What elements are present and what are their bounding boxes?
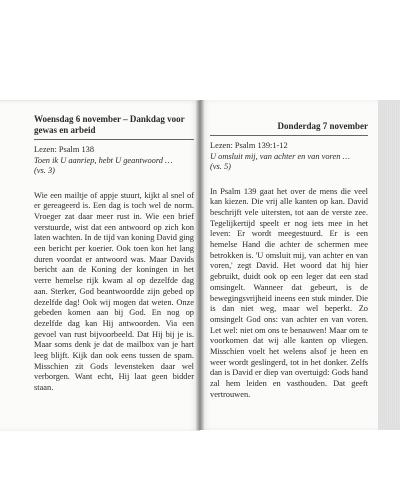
page-edges bbox=[378, 100, 400, 430]
right-page-content bbox=[210, 114, 368, 401]
right-page-heading: Donderdag 7 november bbox=[210, 114, 368, 136]
left-page-quote: Toen ik U aanriep, hebt U geantwoord … bbox=[34, 155, 173, 165]
left-page-reading: Lezen: Psalm 138 bbox=[34, 145, 95, 154]
left-page-heading: Woensdag 6 november – Dankdag voor gewas en arbeid bbox=[34, 114, 194, 140]
left-page-verse: (vs. 3) bbox=[34, 166, 55, 175]
right-page-quote: U omsluit mij, van achter en van voren … bbox=[210, 151, 350, 161]
right-page-verse: (vs. 5) bbox=[210, 162, 231, 171]
left-page-body: Wie een mailtje of appje stuurt, kijkt al snel of er gereageerd is. Een dag is toch wel de norm. Vroeger zat daar meer rust in. Wie een brief verstuurde, wist dat een antwoord op zich kon laten wachten. In de tijd van koning David ging een bericht per koerier. Ook toen kon het lang duren voordat er antwoord was. Maar Davids bericht aan de Koning der koningen in het verre hemelse rijk kwam al op dezelfde dag aan. Sterker, God beantwoordde zijn gebed op dezelfde dag! Ook wij mogen dat weten. Onze gebeden komen aan bij God. En nog op dezelfde dag kan Hij antwoorden. Via een gevoel van rust bijvoorbeeld. Dat Hij bij je is. Maar soms denk je dat de mailbox van je hart leeg blijft. Kijk dan ook eens tussen de spam. Misschien zit Gods levensteken daar wel verborgen. Want echt, Hij laat geen bidder staan. bbox=[34, 190, 194, 393]
book-gutter bbox=[196, 100, 204, 430]
right-page-body: In Psalm 139 gaat het over de mens die veel kan kiezen. Die vrij alle kanten op kan. David beschrijft vele uitersten, tot aan de verste zee. Tegelijkertijd speelt er nog iets mee in het leven: Er wordt meegestuurd. Er is een hemelse Hand die achter de schermen mee betrokken is. 'U omsluit mij, van achter en van voren,' zegt David. Het woord dat hij hier gebruikt, duidt ook op een leger dat een stad omsingelt. Wanneer dat gebeurt, is de bewegingsvrijheid ineens een stuk minder. Die is dan niet weg, maar wel beperkt. Zo omsingelt God ons: van achter en van voren. Let wel: niet om ons te benauwen! Maar om te voorkomen dat wij alle kanten op vliegen. Misschien voelt het welens alsof je heen en weer wordt geslingerd, tot in het donker. Zelfs dan is David er diep van overtuigd: Gods hand zal hem leiden en vasthouden. Dat geeft vertrouwen. bbox=[210, 186, 368, 399]
left-page-content bbox=[34, 114, 194, 394]
right-page-reading: Lezen: Psalm 139:1-12 bbox=[210, 141, 288, 150]
